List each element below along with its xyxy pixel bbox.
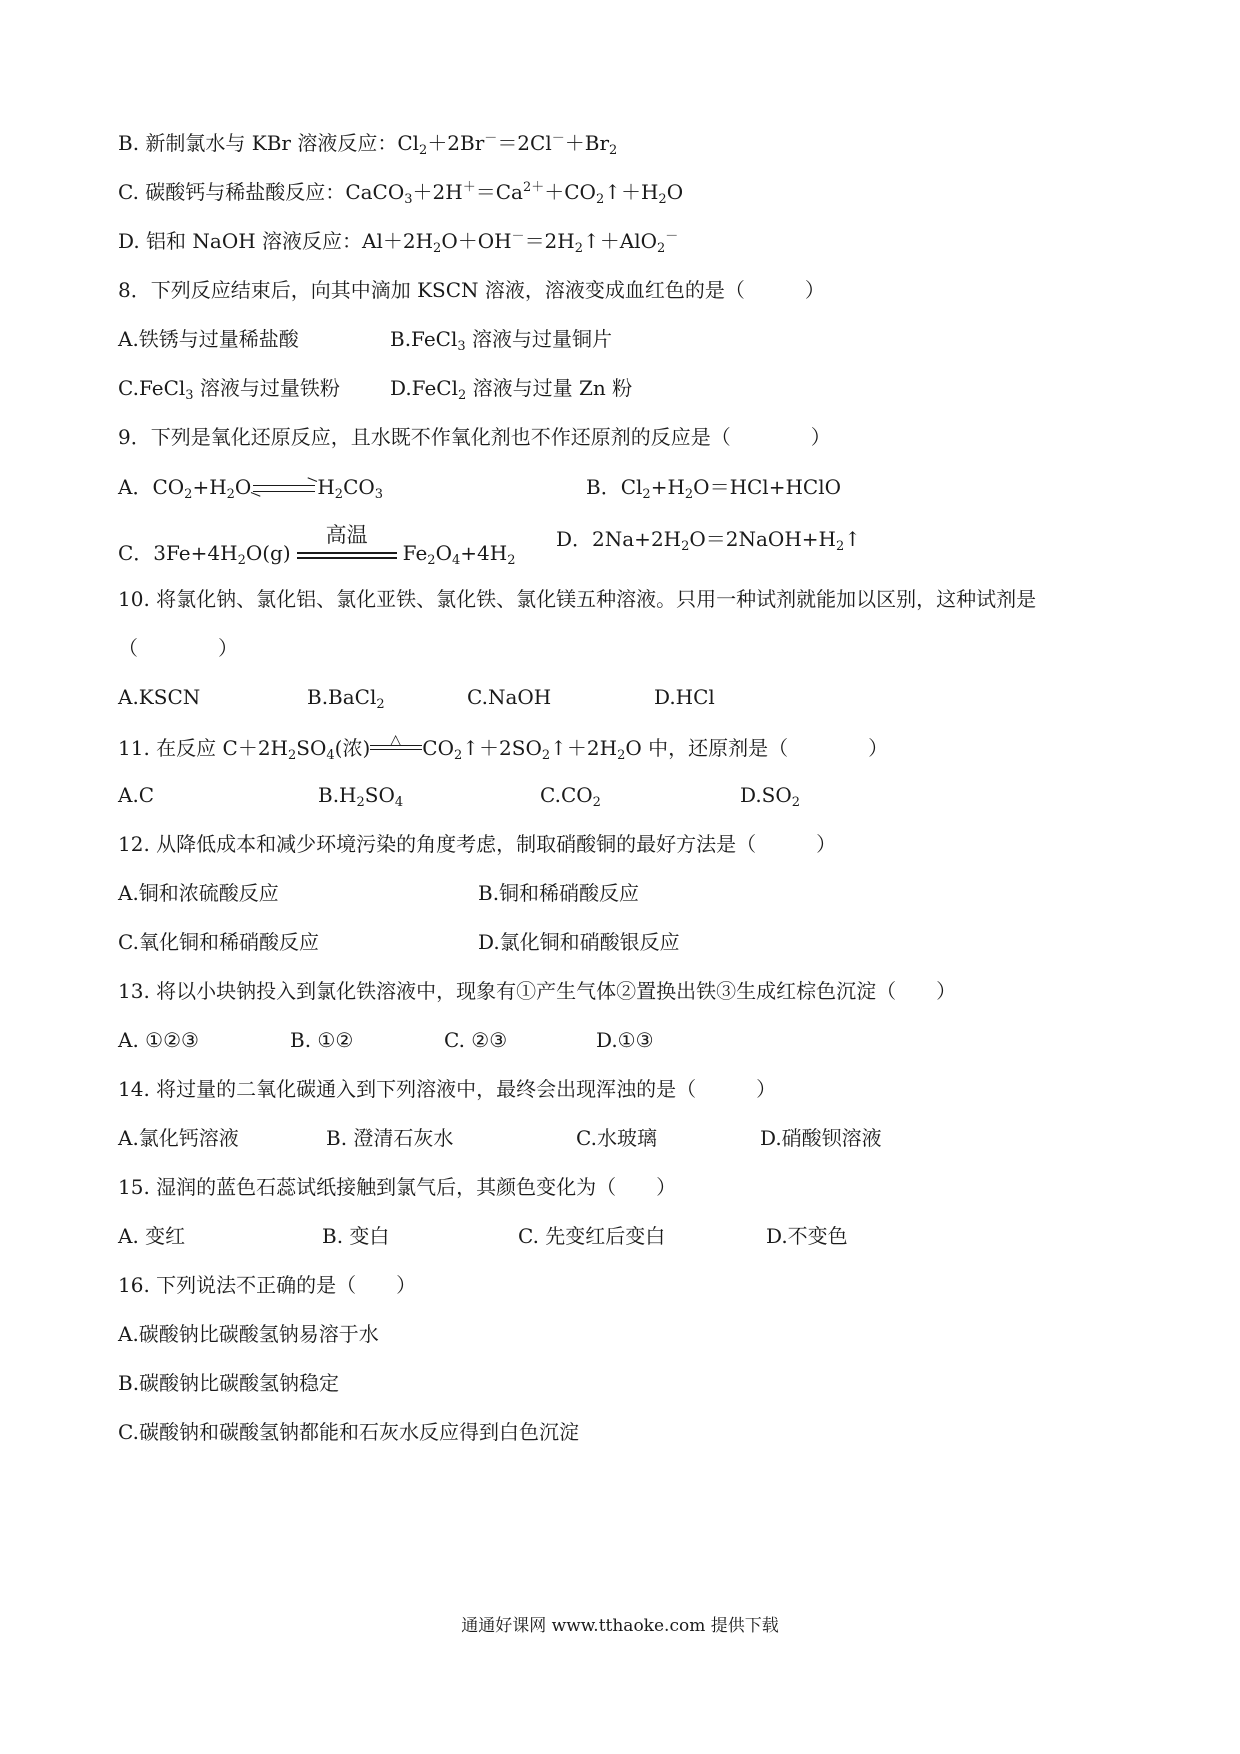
option-12a: A.铜和浓硫酸反应 [118,881,279,905]
option-9c: C．$3Fe+4H_2O(g)$ 高温 $Fe_2O_4+4H_2$ [118,523,516,568]
option-13a: A. ①②③ [118,1028,199,1052]
option-9d: D．$2Na+2H_2O=2NaOH+H_2↑$ [556,527,862,554]
question-15: 15. 湿润的蓝色石蕊试纸接触到氯气后，其颜色变化为（ ） [118,1175,677,1199]
option-11c: $C.CO_2$ [540,783,601,810]
option-11a: A.C [118,783,155,807]
question-16: 16. 下列说法不正确的是（ ） [118,1273,417,1297]
question-10: 10. 将氯化钠、氯化铝、氯化亚铁、氯化铁、氯化镁五种溶液。只用一种试剂就能加以区别，这种试剂是 [118,587,1037,611]
question-10-paren: （ ） [118,636,238,660]
option-11d: $D.SO_2$ [740,783,801,810]
question-11: 11. 在反应 $C+2H_2SO_4$(浓) △ $CO_2↑+2SO_2↑+2H_2O$ 中，还原剂是（ ） [118,732,889,763]
option-9a: A．$CO_2+H_2O$ $H_2CO_3$ [118,475,384,502]
option-8d: D.FeCl$_2$ 溶液与过量 Zn 粉 [390,376,633,403]
option-13d: D.①③ [596,1028,654,1052]
question-13: 13. 将以小块钠投入到氯化铁溶液中，现象有①产生气体②置换出铁③生成红棕色沉淀（ ） [118,979,957,1003]
option-15d: D.不变色 [766,1224,848,1248]
option-16c: C.碳酸钠和碳酸氢钠都能和石灰水反应得到白色沉淀 [118,1420,579,1444]
option-10c: C.NaOH [467,685,552,709]
option-10a: A.KSCN [118,685,201,709]
option-10d: D.HCl [654,685,715,709]
question-9: 9．下列是氧化还原反应，且水既不作氧化剂也不作还原剂的反应是（ ） [118,425,831,449]
option-14b: B. 澄清石灰水 [326,1126,454,1150]
option-12d: D.氯化铜和硝酸银反应 [478,930,680,954]
page-footer: 通通好课网 www.tthaoke.com 提供下载 [461,1616,779,1636]
option-8a: A.铁锈与过量稀盐酸 [118,327,299,351]
question-8: 8．下列反应结束后，向其中滴加 KSCN 溶液，溶液变成血红色的是（ ） [118,278,825,302]
option-14d: D.硝酸钡溶液 [760,1126,882,1150]
reversible-arrow-icon [253,483,315,495]
option-8c: C.FeCl$_3$ 溶液与过量铁粉 [118,376,340,403]
option-11b: $B.H_2SO_4$ [318,783,404,810]
option-16b: B.碳酸钠比碳酸氢钠稳定 [118,1371,340,1395]
option-14c: C.水玻璃 [576,1126,657,1150]
heating-condition: △ [370,733,422,757]
option-9b: B．$Cl_2+H_2O=HCl+HClO$ [586,475,842,502]
option-12c: C.氧化铜和稀硝酸反应 [118,930,319,954]
option-15b: B. 变白 [322,1224,390,1248]
option-10b: B.BaCl$_2$ [307,685,385,712]
option-12b: B.铜和稀硝酸反应 [478,881,640,905]
option-7d: D. 铝和 NaOH 溶液反应：$Al+2H_2O+OH^-=2H_2↑+AlO_2^-$ [118,229,679,256]
question-12: 12. 从降低成本和减少环境污染的角度考虑，制取硝酸铜的最好方法是（ ） [118,832,837,856]
option-15a: A. 变红 [118,1224,186,1248]
option-15c: C. 先变红后变白 [518,1224,666,1248]
reaction-condition: 高温 [297,526,397,566]
question-14: 14. 将过量的二氧化碳通入到下列溶液中，最终会出现浑浊的是（ ） [118,1077,777,1101]
option-13c: C. ②③ [444,1028,508,1052]
option-16a: A.碳酸钠比碳酸氢钠易溶于水 [118,1322,379,1346]
option-7b: B. 新制氯水与 KBr 溶液反应：$Cl_2+2Br^-=2Cl^-+Br_2$ [118,131,618,158]
option-14a: A.氯化钙溶液 [118,1126,239,1150]
option-13b: B. ①② [290,1028,354,1052]
option-8b: B.FeCl$_3$ 溶液与过量铜片 [390,327,613,354]
option-7c: C. 碳酸钙与稀盐酸反应：$CaCO_3+2H^+=Ca^{2+}+CO_2↑+H_2O$ [118,180,684,207]
